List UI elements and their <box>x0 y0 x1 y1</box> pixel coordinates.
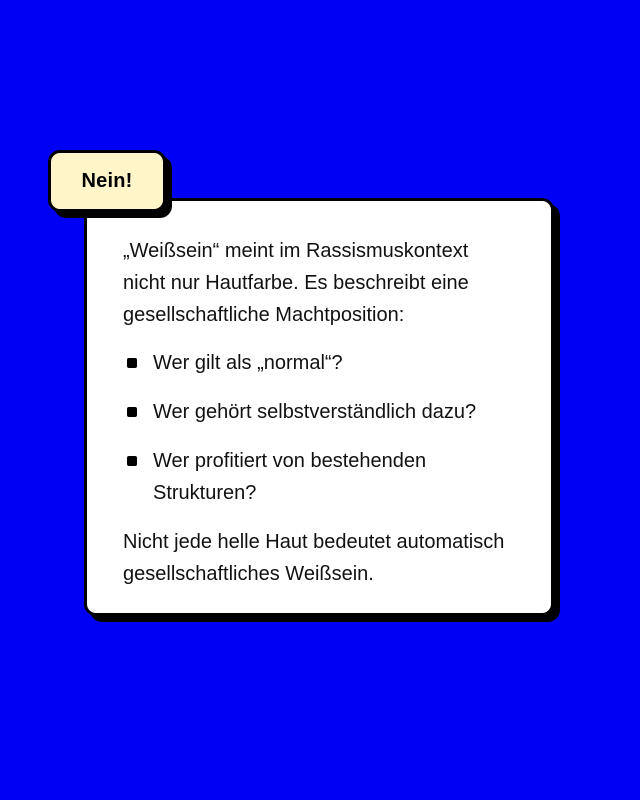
list-item <box>123 396 523 428</box>
info-card <box>84 198 554 616</box>
badge-label: Nein! <box>81 169 133 192</box>
square-bullet-icon <box>127 358 137 368</box>
card-outro-text: Nicht jede helle Haut bedeutet automatisch gesellschaftliches Weißsein. <box>123 531 505 585</box>
card-intro-text: „Weißsein“ meint im Rassismuskontext nicht nur Hautfarbe. Es beschreibt eine gesellschaftliche Machtposition: <box>123 240 469 326</box>
list-item-text: Wer gilt als „normal“? <box>153 352 343 374</box>
question-list <box>123 347 519 509</box>
square-bullet-icon <box>127 456 137 466</box>
list-item-text: Wer gehört selbstverständlich dazu? <box>153 401 477 423</box>
nein-badge <box>48 150 166 212</box>
list-item-text: Wer profitiert von bestehenden Strukturen? <box>153 450 427 504</box>
list-item <box>123 445 523 509</box>
square-bullet-icon <box>127 407 137 417</box>
list-item <box>123 347 523 379</box>
